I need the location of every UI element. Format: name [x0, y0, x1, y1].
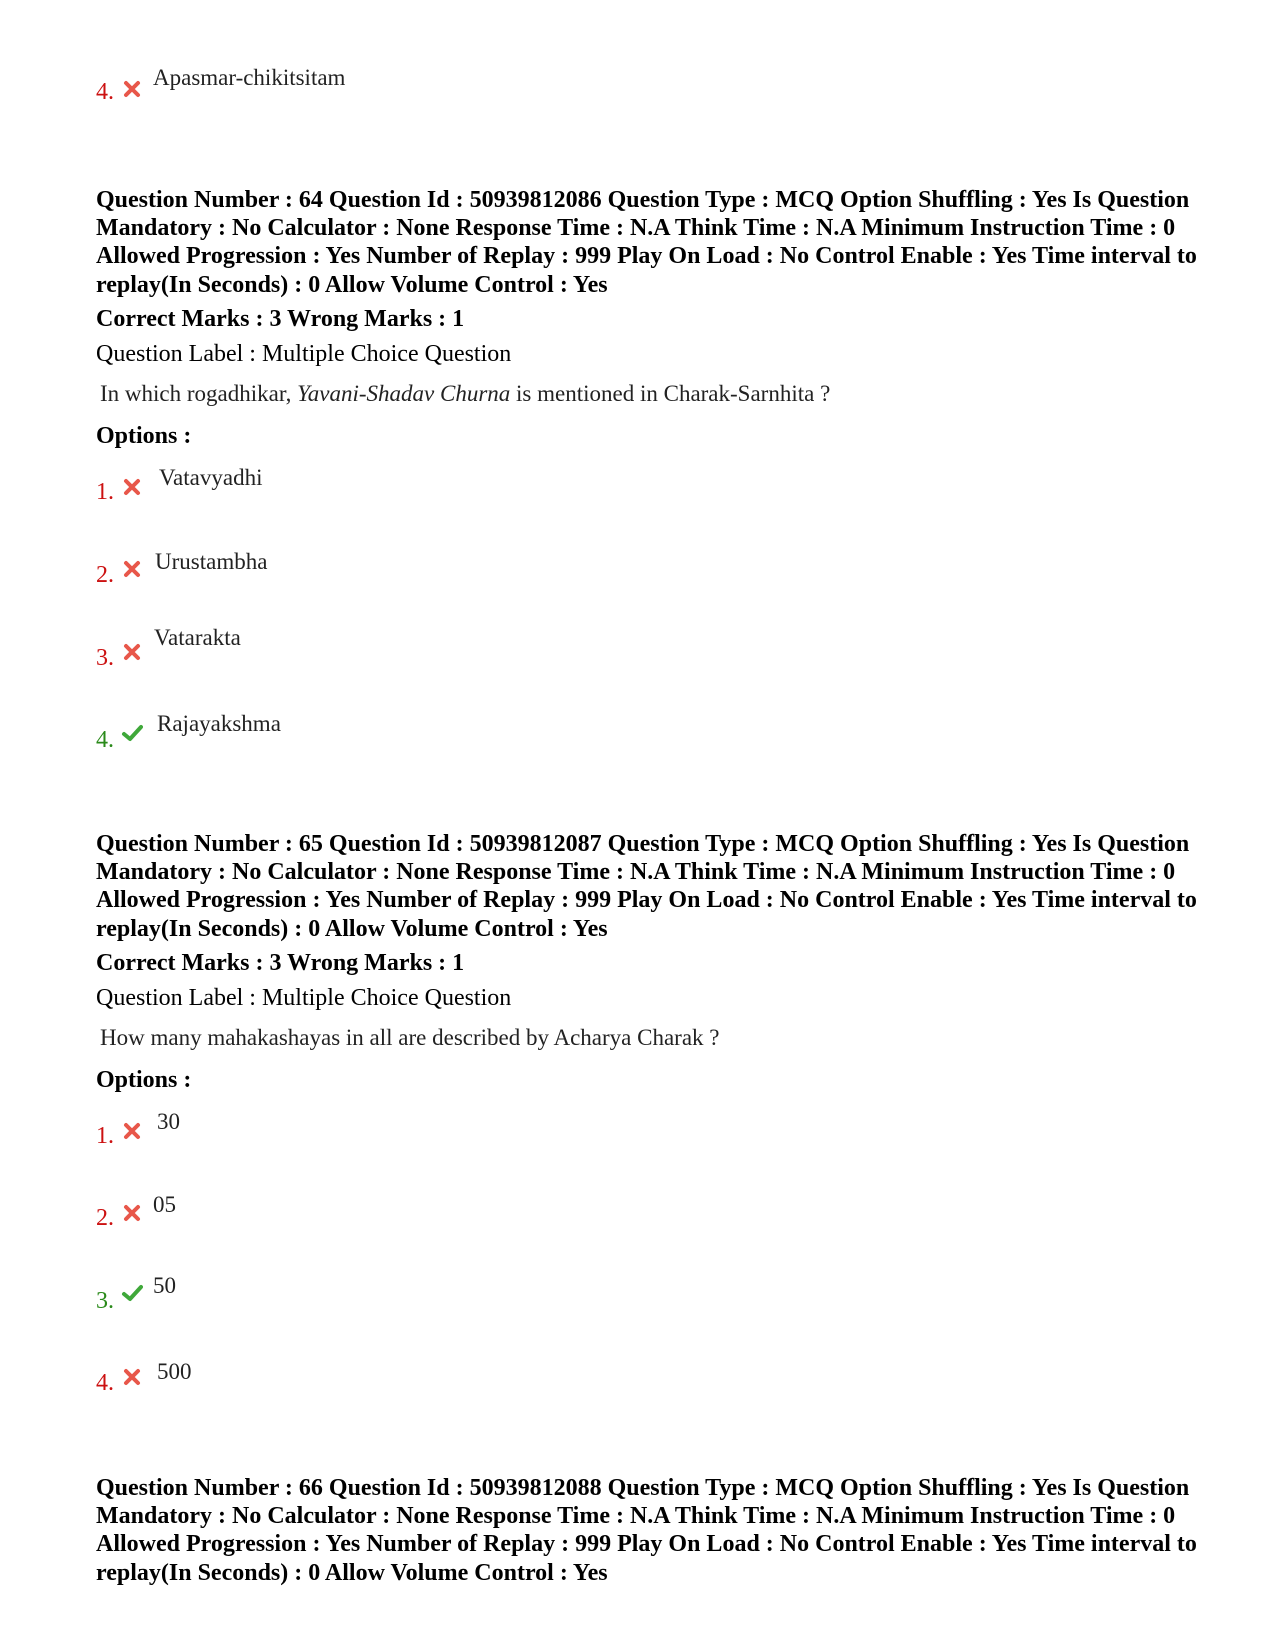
option-text: Vatavyadhi	[159, 465, 263, 490]
option-number: 2.	[96, 562, 114, 588]
cross-icon	[121, 558, 143, 580]
option-text: 05	[153, 1192, 176, 1217]
option-text: 50	[153, 1273, 176, 1298]
question-text: How many mahakashayas in all are described by Acharya Charak ?	[100, 1025, 720, 1050]
option-text: Apasmar-chikitsitam	[153, 65, 346, 90]
question-label: Question Label : Multiple Choice Question	[96, 985, 512, 1011]
check-icon	[121, 1282, 143, 1304]
cross-icon	[121, 78, 143, 100]
cross-icon	[121, 1120, 143, 1142]
question-meta: Question Number : 66 Question Id : 50939812088 Question Type : MCQ Option Shuffling : Yes Is Question Mandatory : No Calculator : None Response Time : N.A Think Time : N.A Minimum Instruction Time : 0 Allowed Progression : Yes Number of Replay : 999 Play On Load : No Control Enable : Yes Time interval to replay(In Seconds) : 0 Allow Volume Control : Yes	[96, 1475, 1197, 1586]
option-text: Vatarakta	[154, 625, 241, 650]
check-icon	[121, 722, 143, 744]
cross-icon	[121, 476, 143, 498]
question-marks: Correct Marks : 3 Wrong Marks : 1	[96, 306, 465, 332]
option-text: 30	[157, 1109, 180, 1134]
option-number: 3.	[96, 645, 114, 671]
option-text: 500	[157, 1359, 192, 1384]
question-text: In which rogadhikar, Yavani-Shadav Churna is mentioned in Charak-Sarnhita ?	[100, 381, 831, 406]
option-number: 1.	[96, 1123, 114, 1149]
option-number: 4.	[96, 79, 114, 105]
options-header: Options :	[96, 423, 192, 449]
option-number: 1.	[96, 479, 114, 505]
question-label: Question Label : Multiple Choice Question	[96, 341, 512, 367]
cross-icon	[121, 1366, 143, 1388]
option-text: Rajayakshma	[157, 711, 281, 736]
cross-icon	[121, 1202, 143, 1224]
option-number: 4.	[96, 727, 114, 753]
question-meta: Question Number : 64 Question Id : 50939812086 Question Type : MCQ Option Shuffling : Yes Is Question Mandatory : No Calculator : None Response Time : N.A Think Time : N.A Minimum Instruction Time : 0 Allowed Progression : Yes Number of Replay : 999 Play On Load : No Control Enable : Yes Time interval to replay(In Seconds) : 0 Allow Volume Control : Yes	[96, 187, 1197, 298]
option-number: 3.	[96, 1288, 114, 1314]
question-marks: Correct Marks : 3 Wrong Marks : 1	[96, 950, 465, 976]
option-number: 2.	[96, 1205, 114, 1231]
option-number: 4.	[96, 1370, 114, 1396]
question-meta: Question Number : 65 Question Id : 50939812087 Question Type : MCQ Option Shuffling : Yes Is Question Mandatory : No Calculator : None Response Time : N.A Think Time : N.A Minimum Instruction Time : 0 Allowed Progression : Yes Number of Replay : 999 Play On Load : No Control Enable : Yes Time interval to replay(In Seconds) : 0 Allow Volume Control : Yes	[96, 831, 1197, 942]
options-header: Options :	[96, 1067, 192, 1093]
cross-icon	[121, 641, 143, 663]
option-text: Urustambha	[155, 549, 268, 574]
